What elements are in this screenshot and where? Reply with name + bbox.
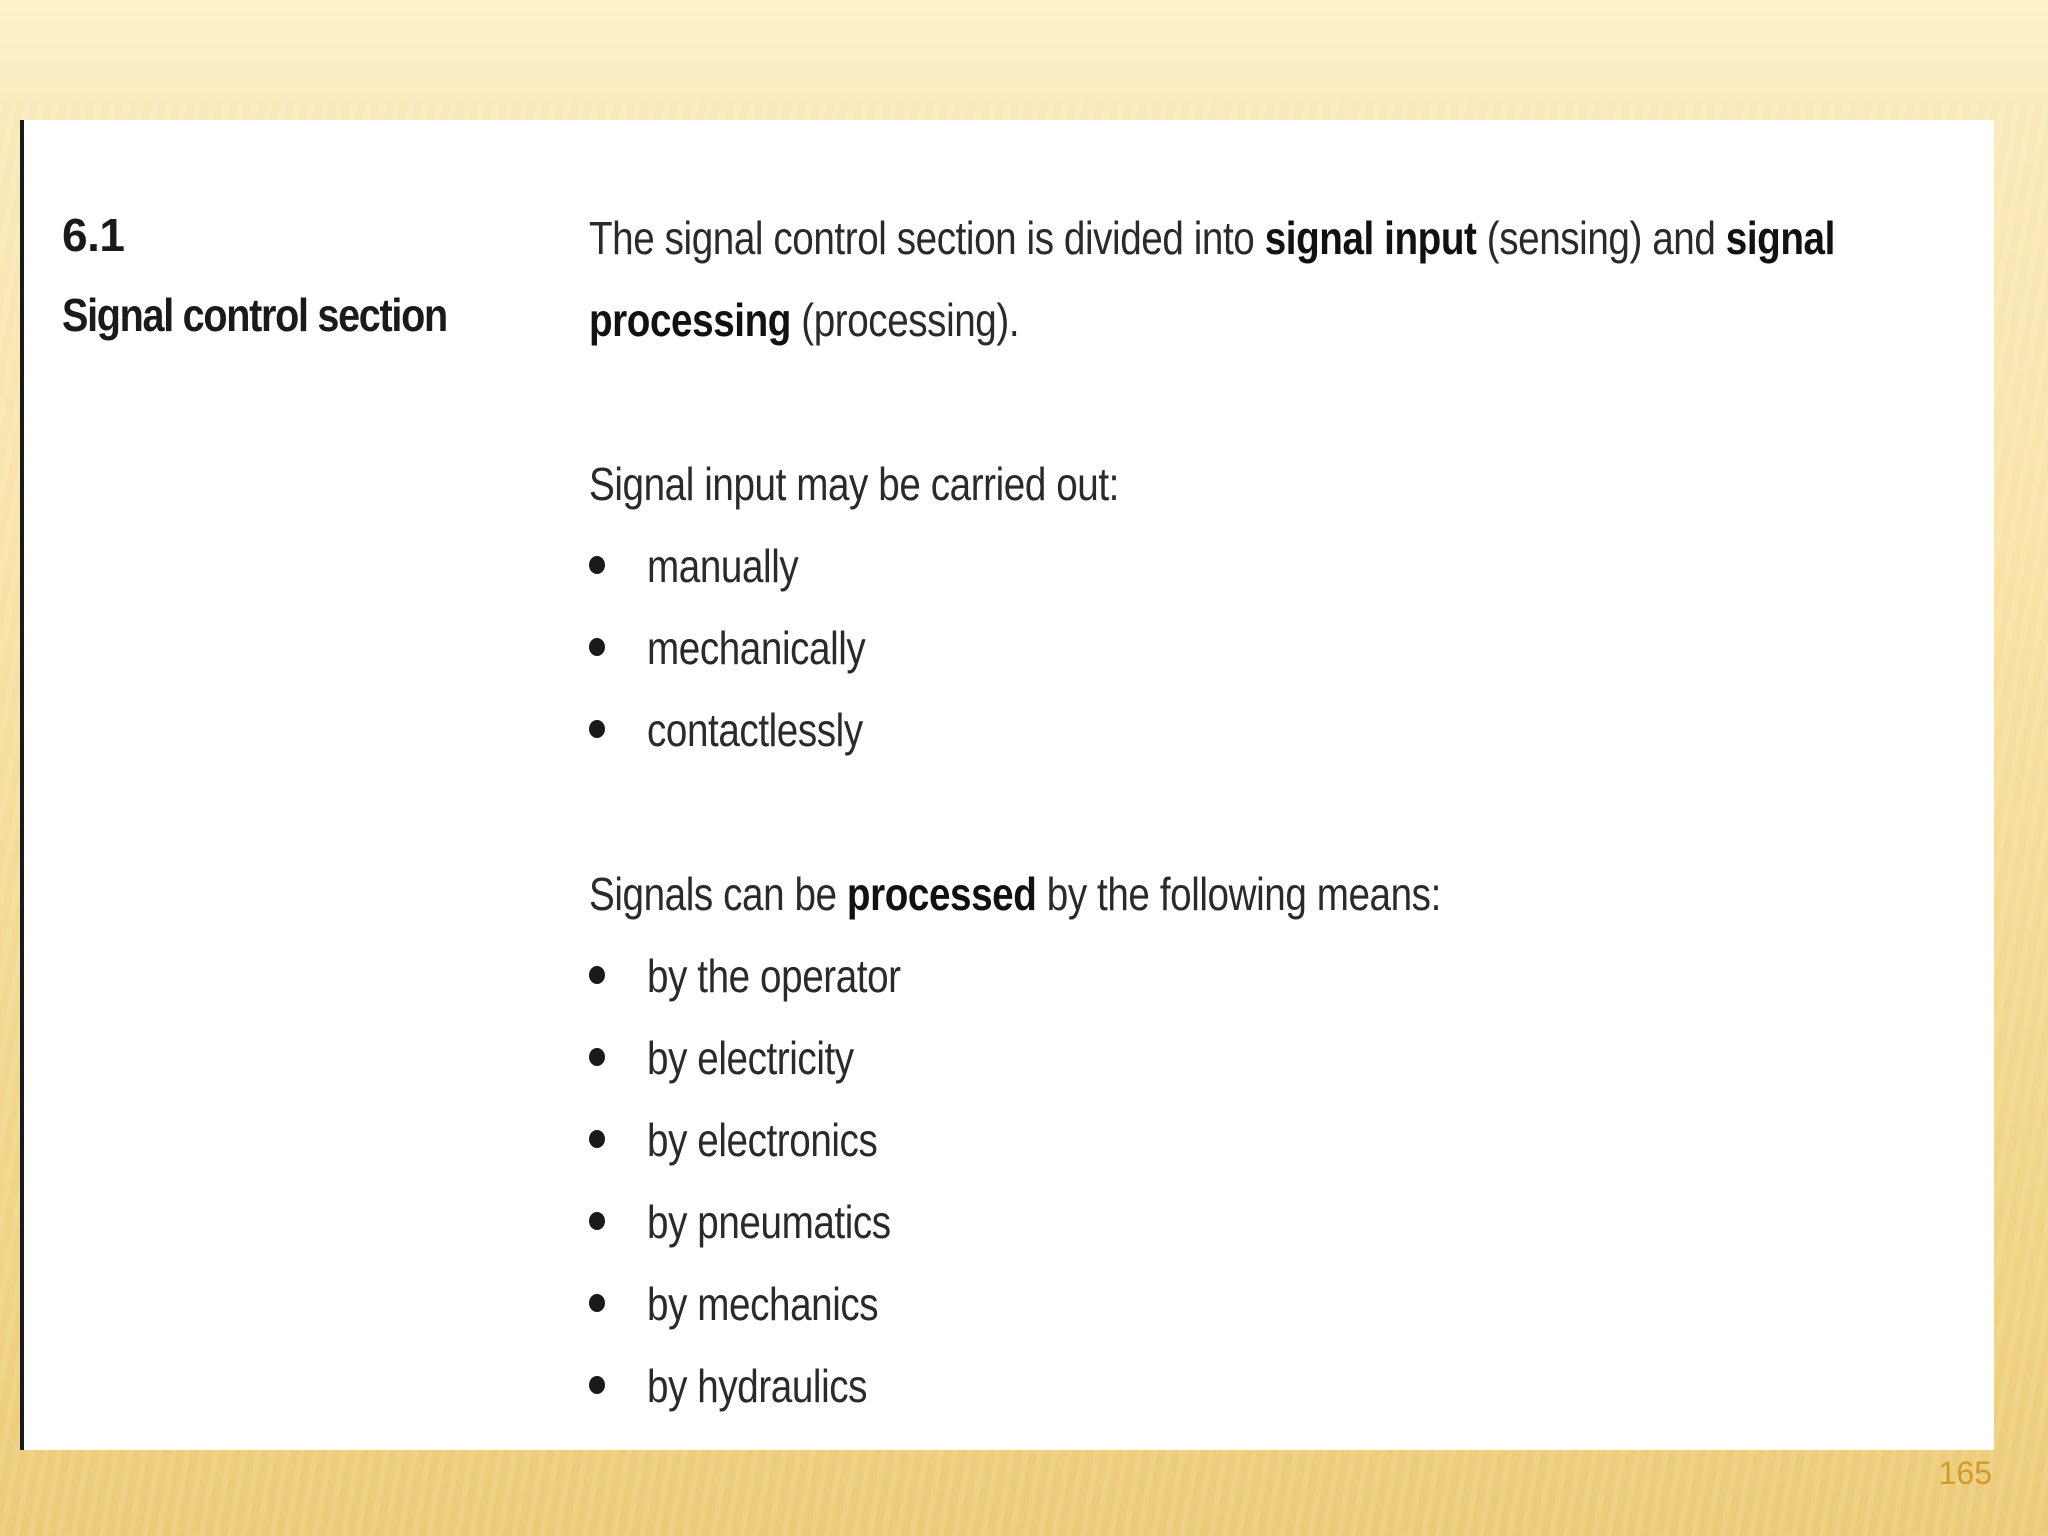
processing-lead-text-1: Signals can be bbox=[589, 868, 847, 920]
list-item-text: by mechanics bbox=[647, 1278, 879, 1330]
list-item bbox=[589, 946, 1989, 1028]
list-item bbox=[589, 1356, 1989, 1438]
list-item-text: by the operator bbox=[647, 950, 901, 1002]
list-item-text: manually bbox=[647, 540, 799, 592]
bullet-icon bbox=[589, 638, 605, 656]
bullet-icon bbox=[589, 720, 605, 738]
processing-lead-bold: processed bbox=[846, 868, 1037, 920]
list-item bbox=[589, 618, 1989, 700]
input-methods-list bbox=[589, 536, 1989, 782]
list-item bbox=[589, 536, 1989, 618]
section-title: Signal control section bbox=[62, 289, 447, 341]
document-panel bbox=[20, 120, 1994, 1450]
processing-means-list bbox=[589, 946, 1989, 1438]
bullet-icon bbox=[589, 966, 605, 984]
intro-bold-processing: processing bbox=[589, 294, 791, 346]
bullet-icon bbox=[589, 1294, 605, 1312]
intro-paragraph-line-1 bbox=[589, 208, 1835, 290]
list-item-text: by electronics bbox=[647, 1114, 878, 1166]
bullet-icon bbox=[589, 1048, 605, 1066]
list-item bbox=[589, 1274, 1989, 1356]
processing-lead bbox=[589, 864, 1765, 946]
list-item-text: by hydraulics bbox=[647, 1360, 868, 1412]
bullet-icon bbox=[589, 1376, 605, 1394]
list-item bbox=[589, 1028, 1989, 1110]
bullet-icon bbox=[589, 1212, 605, 1230]
intro-bold-signal: signal bbox=[1725, 212, 1835, 264]
bullet-icon bbox=[589, 1130, 605, 1148]
intro-bold-signal-input: signal input bbox=[1264, 212, 1477, 264]
processing-lead-text-2: by the following means: bbox=[1036, 868, 1441, 920]
list-item bbox=[589, 1110, 1989, 1192]
intro-text-1: The signal control section is divided into bbox=[589, 212, 1265, 264]
intro-paragraph-line-2 bbox=[589, 290, 1765, 372]
intro-text-2: (sensing) and bbox=[1476, 212, 1726, 264]
section-number: 6.1 bbox=[62, 209, 125, 261]
content-column bbox=[589, 208, 1989, 1438]
list-item-text: mechanically bbox=[647, 622, 866, 674]
list-item-text: contactlessly bbox=[647, 704, 863, 756]
intro-text-3: (processing). bbox=[790, 294, 1020, 346]
page-number: 165 bbox=[1938, 1455, 1992, 1491]
slide-top-band bbox=[0, 0, 2048, 100]
list-item bbox=[589, 1192, 1989, 1274]
input-lead: Signal input may be carried out: bbox=[589, 458, 1119, 510]
bullet-icon bbox=[589, 556, 605, 574]
list-item-text: by pneumatics bbox=[647, 1196, 891, 1248]
list-item-text: by electricity bbox=[647, 1032, 854, 1084]
list-item bbox=[589, 700, 1989, 782]
